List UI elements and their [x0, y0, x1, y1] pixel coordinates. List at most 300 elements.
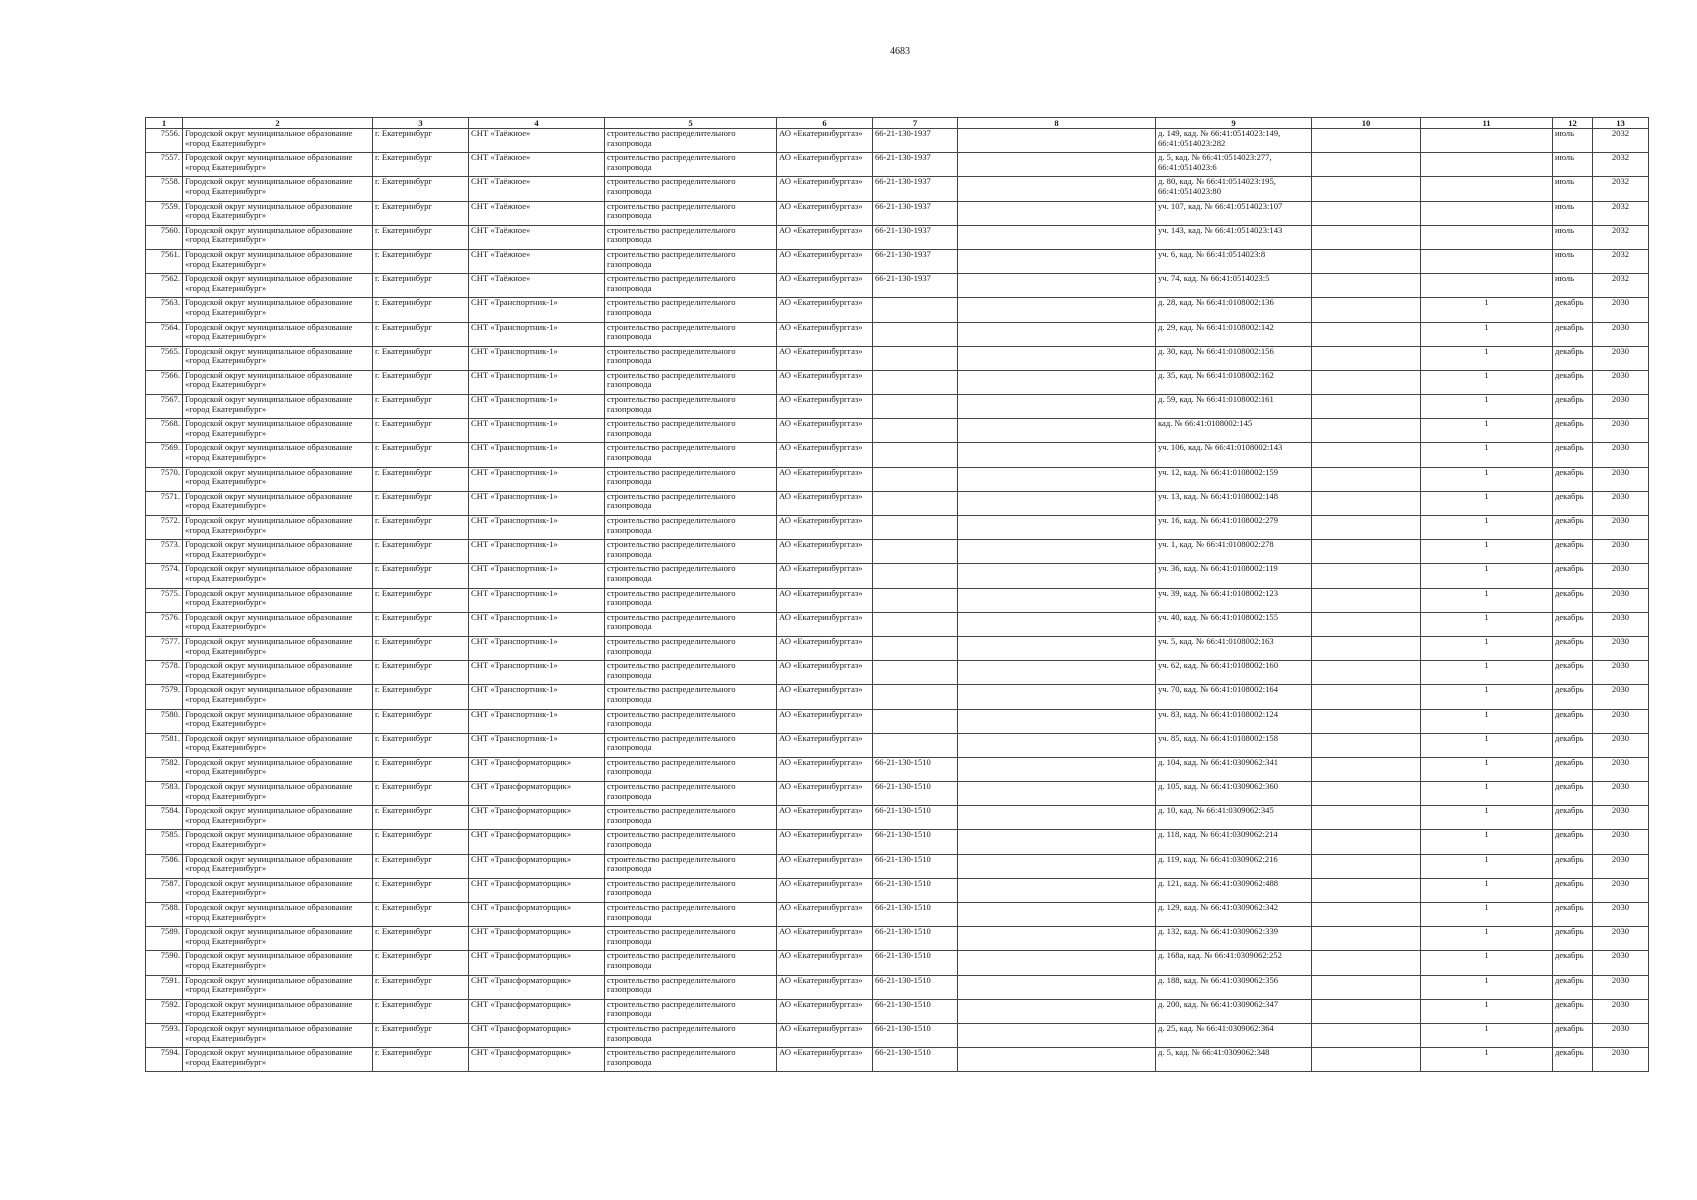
table-row: [146, 540, 1649, 564]
city-cell: г. Екатеринбург: [373, 346, 469, 370]
column-10-cell: [1312, 419, 1421, 443]
address-cell: д. 29, кад. № 66:41:0108002:142: [1156, 322, 1312, 346]
month-cell: декабрь: [1553, 975, 1593, 999]
year-cell: 2030: [1593, 782, 1649, 806]
year-cell: 2030: [1593, 395, 1649, 419]
row-number: 7570.: [146, 467, 183, 491]
table-row: [146, 1048, 1649, 1072]
city-cell: г. Екатеринбург: [373, 322, 469, 346]
table-row: [146, 419, 1649, 443]
column-10-cell: [1312, 564, 1421, 588]
quantity-cell: 1: [1421, 951, 1553, 975]
column-8-cell: [958, 757, 1156, 781]
table-row: [146, 491, 1649, 515]
row-number: 7577.: [146, 636, 183, 660]
row-number: 7579.: [146, 685, 183, 709]
municipality-cell: Городской округ муниципальное образование «город Екатеринбург»: [183, 612, 373, 636]
month-cell: декабрь: [1553, 951, 1593, 975]
municipality-cell: Городской округ муниципальное образование «город Екатеринбург»: [183, 322, 373, 346]
column-8-cell: [958, 225, 1156, 249]
code-cell: [873, 467, 958, 491]
table-body: [146, 129, 1649, 1072]
column-8-cell: [958, 322, 1156, 346]
column-10-cell: [1312, 346, 1421, 370]
organization-cell: АО «Екатеринбурггаз»: [777, 903, 873, 927]
table-row: [146, 274, 1649, 298]
settlement-cell: СНТ «Транспортник-1»: [469, 491, 605, 515]
work-type-cell: строительство распределительного газопровода: [605, 975, 777, 999]
row-number: 7567.: [146, 395, 183, 419]
column-10-cell: [1312, 516, 1421, 540]
row-number: 7571.: [146, 491, 183, 515]
column-8-cell: [958, 1023, 1156, 1047]
table-row: [146, 661, 1649, 685]
quantity-cell: [1421, 153, 1553, 177]
table-row: [146, 878, 1649, 902]
work-type-cell: строительство распределительного газопровода: [605, 636, 777, 660]
row-number: 7557.: [146, 153, 183, 177]
address-cell: д. 25, кад. № 66:41:0309062:364: [1156, 1023, 1312, 1047]
municipality-cell: Городской округ муниципальное образование «город Екатеринбург»: [183, 1048, 373, 1072]
work-type-cell: строительство распределительного газопровода: [605, 854, 777, 878]
address-cell: уч. 6, кад. № 66:41:0514023:8: [1156, 249, 1312, 273]
page-number: 4683: [890, 46, 910, 57]
column-8-cell: [958, 443, 1156, 467]
organization-cell: АО «Екатеринбурггаз»: [777, 636, 873, 660]
quantity-cell: 1: [1421, 1048, 1553, 1072]
city-cell: г. Екатеринбург: [373, 395, 469, 419]
table-row: [146, 395, 1649, 419]
column-8-cell: [958, 999, 1156, 1023]
month-cell: декабрь: [1553, 1048, 1593, 1072]
address-cell: уч. 85, кад. № 66:41:0108002:158: [1156, 733, 1312, 757]
work-type-cell: строительство распределительного газопровода: [605, 709, 777, 733]
city-cell: г. Екатеринбург: [373, 999, 469, 1023]
column-10-cell: [1312, 612, 1421, 636]
city-cell: г. Екатеринбург: [373, 903, 469, 927]
settlement-cell: СНТ «Транспортник-1»: [469, 516, 605, 540]
table-row: [146, 443, 1649, 467]
organization-cell: АО «Екатеринбурггаз»: [777, 443, 873, 467]
column-8-cell: [958, 177, 1156, 201]
organization-cell: АО «Екатеринбурггаз»: [777, 588, 873, 612]
code-cell: [873, 419, 958, 443]
city-cell: г. Екатеринбург: [373, 975, 469, 999]
municipality-cell: Городской округ муниципальное образование «город Екатеринбург»: [183, 782, 373, 806]
quantity-cell: [1421, 177, 1553, 201]
settlement-cell: СНТ «Транспортник-1»: [469, 661, 605, 685]
organization-cell: АО «Екатеринбурггаз»: [777, 153, 873, 177]
organization-cell: АО «Екатеринбурггаз»: [777, 177, 873, 201]
table-row: [146, 757, 1649, 781]
settlement-cell: СНТ «Транспортник-1»: [469, 540, 605, 564]
address-cell: уч. 40, кад. № 66:41:0108002:155: [1156, 612, 1312, 636]
month-cell: декабрь: [1553, 612, 1593, 636]
organization-cell: АО «Екатеринбурггаз»: [777, 1023, 873, 1047]
month-cell: июль: [1553, 177, 1593, 201]
year-cell: 2030: [1593, 322, 1649, 346]
work-type-cell: строительство распределительного газопровода: [605, 516, 777, 540]
organization-cell: АО «Екатеринбурггаз»: [777, 757, 873, 781]
settlement-cell: СНТ «Транспортник-1»: [469, 370, 605, 394]
organization-cell: АО «Екатеринбурггаз»: [777, 516, 873, 540]
city-cell: г. Екатеринбург: [373, 201, 469, 225]
organization-cell: АО «Екатеринбурггаз»: [777, 733, 873, 757]
address-cell: уч. 13, кад. № 66:41:0108002:148: [1156, 491, 1312, 515]
work-type-cell: строительство распределительного газопровода: [605, 612, 777, 636]
address-cell: уч. 36, кад. № 66:41:0108002:119: [1156, 564, 1312, 588]
organization-cell: АО «Екатеринбурггаз»: [777, 370, 873, 394]
header-cell: 4: [469, 118, 605, 129]
year-cell: 2030: [1593, 1023, 1649, 1047]
settlement-cell: СНТ «Таёжное»: [469, 177, 605, 201]
code-cell: 66-21-130-1510: [873, 830, 958, 854]
quantity-cell: 1: [1421, 806, 1553, 830]
municipality-cell: Городской округ муниципальное образование «город Екатеринбург»: [183, 661, 373, 685]
row-number: 7587.: [146, 878, 183, 902]
settlement-cell: СНТ «Транспортник-1»: [469, 612, 605, 636]
table-row: [146, 249, 1649, 273]
quantity-cell: [1421, 129, 1553, 153]
column-8-cell: [958, 903, 1156, 927]
settlement-cell: СНТ «Трансформаторщик»: [469, 999, 605, 1023]
work-type-cell: строительство распределительного газопровода: [605, 177, 777, 201]
row-number: 7572.: [146, 516, 183, 540]
settlement-cell: СНТ «Транспортник-1»: [469, 395, 605, 419]
header-cell: 13: [1593, 118, 1649, 129]
row-number: 7573.: [146, 540, 183, 564]
column-10-cell: [1312, 830, 1421, 854]
column-8-cell: [958, 564, 1156, 588]
quantity-cell: 1: [1421, 516, 1553, 540]
header-cell: 6: [777, 118, 873, 129]
organization-cell: АО «Екатеринбурггаз»: [777, 830, 873, 854]
row-number: 7563.: [146, 298, 183, 322]
settlement-cell: СНТ «Трансформаторщик»: [469, 951, 605, 975]
organization-cell: АО «Екатеринбурггаз»: [777, 612, 873, 636]
work-type-cell: строительство распределительного газопровода: [605, 588, 777, 612]
code-cell: [873, 733, 958, 757]
year-cell: 2030: [1593, 636, 1649, 660]
city-cell: г. Екатеринбург: [373, 129, 469, 153]
work-type-cell: строительство распределительного газопровода: [605, 298, 777, 322]
row-number: 7562.: [146, 274, 183, 298]
table-row: [146, 588, 1649, 612]
code-cell: [873, 612, 958, 636]
column-8-cell: [958, 927, 1156, 951]
month-cell: декабрь: [1553, 661, 1593, 685]
column-10-cell: [1312, 370, 1421, 394]
organization-cell: АО «Екатеринбурггаз»: [777, 661, 873, 685]
organization-cell: АО «Екатеринбурггаз»: [777, 467, 873, 491]
column-8-cell: [958, 806, 1156, 830]
month-cell: декабрь: [1553, 830, 1593, 854]
month-cell: июль: [1553, 249, 1593, 273]
city-cell: г. Екатеринбург: [373, 927, 469, 951]
settlement-cell: СНТ «Транспортник-1»: [469, 419, 605, 443]
quantity-cell: 1: [1421, 564, 1553, 588]
table-row: [146, 346, 1649, 370]
settlement-cell: СНТ «Таёжное»: [469, 129, 605, 153]
settlement-cell: СНТ «Транспортник-1»: [469, 322, 605, 346]
table-row: [146, 903, 1649, 927]
address-cell: уч. 62, кад. № 66:41:0108002:160: [1156, 661, 1312, 685]
header-row: [146, 118, 1649, 129]
month-cell: декабрь: [1553, 322, 1593, 346]
address-cell: кад. № 66:41:0108002:145: [1156, 419, 1312, 443]
quantity-cell: 1: [1421, 854, 1553, 878]
work-type-cell: строительство распределительного газопровода: [605, 443, 777, 467]
address-cell: д. 10, кад. № 66:41:0309062:345: [1156, 806, 1312, 830]
code-cell: 66-21-130-1937: [873, 225, 958, 249]
municipality-cell: Городской округ муниципальное образование «город Екатеринбург»: [183, 201, 373, 225]
municipality-cell: Городской округ муниципальное образование «город Екатеринбург»: [183, 830, 373, 854]
city-cell: г. Екатеринбург: [373, 782, 469, 806]
city-cell: г. Екатеринбург: [373, 540, 469, 564]
organization-cell: АО «Екатеринбурггаз»: [777, 685, 873, 709]
address-cell: д. 168а, кад. № 66:41:0309062:252: [1156, 951, 1312, 975]
row-number: 7581.: [146, 733, 183, 757]
organization-cell: АО «Екатеринбурггаз»: [777, 782, 873, 806]
organization-cell: АО «Екатеринбурггаз»: [777, 419, 873, 443]
code-cell: [873, 298, 958, 322]
year-cell: 2030: [1593, 951, 1649, 975]
code-cell: 66-21-130-1937: [873, 129, 958, 153]
row-number: 7578.: [146, 661, 183, 685]
year-cell: 2030: [1593, 733, 1649, 757]
settlement-cell: СНТ «Трансформаторщик»: [469, 878, 605, 902]
column-8-cell: [958, 370, 1156, 394]
code-cell: 66-21-130-1510: [873, 975, 958, 999]
code-cell: 66-21-130-1510: [873, 854, 958, 878]
code-cell: 66-21-130-1510: [873, 806, 958, 830]
settlement-cell: СНТ «Транспортник-1»: [469, 564, 605, 588]
settlement-cell: СНТ «Транспортник-1»: [469, 685, 605, 709]
address-cell: д. 200, кад. № 66:41:0309062:347: [1156, 999, 1312, 1023]
row-number: 7589.: [146, 927, 183, 951]
table-row: [146, 298, 1649, 322]
city-cell: г. Екатеринбург: [373, 612, 469, 636]
month-cell: декабрь: [1553, 491, 1593, 515]
year-cell: 2030: [1593, 878, 1649, 902]
city-cell: г. Екатеринбург: [373, 685, 469, 709]
year-cell: 2030: [1593, 612, 1649, 636]
year-cell: 2030: [1593, 370, 1649, 394]
address-cell: уч. 39, кад. № 66:41:0108002:123: [1156, 588, 1312, 612]
quantity-cell: 1: [1421, 999, 1553, 1023]
row-number: 7586.: [146, 854, 183, 878]
month-cell: декабрь: [1553, 878, 1593, 902]
year-cell: 2030: [1593, 830, 1649, 854]
month-cell: декабрь: [1553, 395, 1593, 419]
month-cell: декабрь: [1553, 443, 1593, 467]
table-row: [146, 927, 1649, 951]
row-number: 7564.: [146, 322, 183, 346]
column-8-cell: [958, 733, 1156, 757]
organization-cell: АО «Екатеринбурггаз»: [777, 927, 873, 951]
city-cell: г. Екатеринбург: [373, 564, 469, 588]
column-10-cell: [1312, 854, 1421, 878]
address-cell: д. 28, кад. № 66:41:0108002:136: [1156, 298, 1312, 322]
municipality-cell: Городской округ муниципальное образование «город Екатеринбург»: [183, 225, 373, 249]
quantity-cell: 1: [1421, 878, 1553, 902]
work-type-cell: строительство распределительного газопровода: [605, 757, 777, 781]
settlement-cell: СНТ «Трансформаторщик»: [469, 975, 605, 999]
table-row: [146, 951, 1649, 975]
year-cell: 2032: [1593, 177, 1649, 201]
month-cell: декабрь: [1553, 467, 1593, 491]
address-cell: д. 149, кад. № 66:41:0514023:149, 66:41:0514023:282: [1156, 129, 1312, 153]
municipality-cell: Городской округ муниципальное образование «город Екатеринбург»: [183, 854, 373, 878]
code-cell: 66-21-130-1937: [873, 274, 958, 298]
organization-cell: АО «Екатеринбурггаз»: [777, 274, 873, 298]
organization-cell: АО «Екатеринбурггаз»: [777, 878, 873, 902]
code-cell: 66-21-130-1510: [873, 927, 958, 951]
work-type-cell: строительство распределительного газопровода: [605, 153, 777, 177]
address-cell: уч. 74, кад. № 66:41:0514023:5: [1156, 274, 1312, 298]
quantity-cell: 1: [1421, 830, 1553, 854]
organization-cell: АО «Екатеринбурггаз»: [777, 322, 873, 346]
municipality-cell: Городской округ муниципальное образование «город Екатеринбург»: [183, 516, 373, 540]
quantity-cell: 1: [1421, 636, 1553, 660]
work-type-cell: строительство распределительного газопровода: [605, 201, 777, 225]
column-8-cell: [958, 491, 1156, 515]
month-cell: июль: [1553, 225, 1593, 249]
work-type-cell: строительство распределительного газопровода: [605, 878, 777, 902]
month-cell: декабрь: [1553, 782, 1593, 806]
table-row: [146, 685, 1649, 709]
work-type-cell: строительство распределительного газопровода: [605, 564, 777, 588]
month-cell: декабрь: [1553, 516, 1593, 540]
month-cell: декабрь: [1553, 370, 1593, 394]
organization-cell: АО «Екатеринбурггаз»: [777, 951, 873, 975]
organization-cell: АО «Екатеринбурггаз»: [777, 564, 873, 588]
city-cell: г. Екатеринбург: [373, 636, 469, 660]
municipality-cell: Городской округ муниципальное образование «город Екатеринбург»: [183, 903, 373, 927]
organization-cell: АО «Екатеринбурггаз»: [777, 395, 873, 419]
column-10-cell: [1312, 540, 1421, 564]
work-type-cell: строительство распределительного газопровода: [605, 806, 777, 830]
column-8-cell: [958, 830, 1156, 854]
code-cell: [873, 636, 958, 660]
year-cell: 2030: [1593, 540, 1649, 564]
column-10-cell: [1312, 249, 1421, 273]
row-number: 7590.: [146, 951, 183, 975]
address-cell: д. 188, кад. № 66:41:0309062:356: [1156, 975, 1312, 999]
year-cell: 2032: [1593, 225, 1649, 249]
city-cell: г. Екатеринбург: [373, 878, 469, 902]
address-cell: д. 129, кад. № 66:41:0309062:342: [1156, 903, 1312, 927]
row-number: 7561.: [146, 249, 183, 273]
organization-cell: АО «Екатеринбурггаз»: [777, 999, 873, 1023]
city-cell: г. Екатеринбург: [373, 733, 469, 757]
quantity-cell: 1: [1421, 346, 1553, 370]
settlement-cell: СНТ «Трансформаторщик»: [469, 854, 605, 878]
settlement-cell: СНТ «Трансформаторщик»: [469, 830, 605, 854]
month-cell: декабрь: [1553, 419, 1593, 443]
row-number: 7565.: [146, 346, 183, 370]
year-cell: 2030: [1593, 419, 1649, 443]
settlement-cell: СНТ «Таёжное»: [469, 153, 605, 177]
address-cell: д. 5, кад. № 66:41:0309062:348: [1156, 1048, 1312, 1072]
year-cell: 2032: [1593, 274, 1649, 298]
settlement-cell: СНТ «Трансформаторщик»: [469, 903, 605, 927]
column-8-cell: [958, 274, 1156, 298]
table-row: [146, 709, 1649, 733]
column-10-cell: [1312, 757, 1421, 781]
city-cell: г. Екатеринбург: [373, 806, 469, 830]
table-row: [146, 322, 1649, 346]
municipality-cell: Городской округ муниципальное образование «город Екатеринбург»: [183, 491, 373, 515]
code-cell: [873, 685, 958, 709]
address-cell: д. 119, кад. № 66:41:0309062:216: [1156, 854, 1312, 878]
year-cell: 2032: [1593, 201, 1649, 225]
work-type-cell: строительство распределительного газопровода: [605, 491, 777, 515]
city-cell: г. Екатеринбург: [373, 153, 469, 177]
quantity-cell: 1: [1421, 419, 1553, 443]
work-type-cell: строительство распределительного газопровода: [605, 685, 777, 709]
month-cell: декабрь: [1553, 298, 1593, 322]
column-8-cell: [958, 201, 1156, 225]
organization-cell: АО «Екатеринбурггаз»: [777, 1048, 873, 1072]
code-cell: 66-21-130-1510: [873, 1048, 958, 1072]
table-row: [146, 225, 1649, 249]
code-cell: 66-21-130-1510: [873, 999, 958, 1023]
year-cell: 2030: [1593, 588, 1649, 612]
quantity-cell: [1421, 225, 1553, 249]
year-cell: 2030: [1593, 854, 1649, 878]
column-10-cell: [1312, 661, 1421, 685]
column-10-cell: [1312, 636, 1421, 660]
municipality-cell: Городской округ муниципальное образование «город Екатеринбург»: [183, 540, 373, 564]
month-cell: июль: [1553, 201, 1593, 225]
row-number: 7593.: [146, 1023, 183, 1047]
address-cell: уч. 106, кад. № 66:41:0108002:143: [1156, 443, 1312, 467]
row-number: 7580.: [146, 709, 183, 733]
work-type-cell: строительство распределительного газопровода: [605, 782, 777, 806]
work-type-cell: строительство распределительного газопровода: [605, 225, 777, 249]
municipality-cell: Городской округ муниципальное образование «город Екатеринбург»: [183, 975, 373, 999]
table-row: [146, 467, 1649, 491]
quantity-cell: [1421, 201, 1553, 225]
code-cell: 66-21-130-1510: [873, 1023, 958, 1047]
code-cell: 66-21-130-1510: [873, 951, 958, 975]
column-10-cell: [1312, 782, 1421, 806]
city-cell: г. Екатеринбург: [373, 419, 469, 443]
row-number: 7585.: [146, 830, 183, 854]
work-type-cell: строительство распределительного газопровода: [605, 346, 777, 370]
settlement-cell: СНТ «Трансформаторщик»: [469, 757, 605, 781]
row-number: 7582.: [146, 757, 183, 781]
month-cell: декабрь: [1553, 588, 1593, 612]
header-cell: 7: [873, 118, 958, 129]
month-cell: июль: [1553, 153, 1593, 177]
column-8-cell: [958, 249, 1156, 273]
year-cell: 2030: [1593, 1048, 1649, 1072]
month-cell: декабрь: [1553, 709, 1593, 733]
year-cell: 2032: [1593, 153, 1649, 177]
quantity-cell: 1: [1421, 612, 1553, 636]
month-cell: декабрь: [1553, 636, 1593, 660]
code-cell: 66-21-130-1510: [873, 903, 958, 927]
quantity-cell: 1: [1421, 298, 1553, 322]
city-cell: г. Екатеринбург: [373, 298, 469, 322]
table-row: [146, 999, 1649, 1023]
year-cell: 2032: [1593, 249, 1649, 273]
month-cell: июль: [1553, 129, 1593, 153]
header-cell: 12: [1553, 118, 1593, 129]
quantity-cell: [1421, 249, 1553, 273]
